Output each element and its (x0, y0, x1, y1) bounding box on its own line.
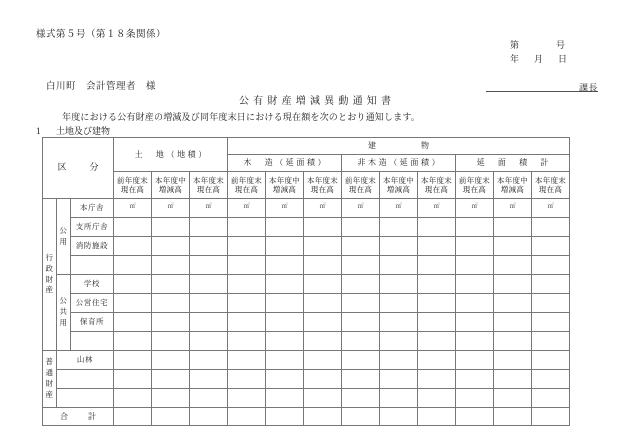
data-cell[interactable] (532, 275, 570, 294)
data-cell[interactable] (152, 199, 190, 218)
data-cell[interactable] (418, 332, 456, 351)
unit-marker: ㎡ (129, 204, 136, 211)
header-subgroup-total-area: 延 面 積 計 (456, 155, 570, 172)
data-cell[interactable] (456, 389, 494, 408)
data-cell[interactable] (190, 332, 228, 351)
data-cell[interactable] (532, 313, 570, 332)
data-cell[interactable] (456, 351, 494, 370)
data-cell[interactable] (532, 351, 570, 370)
header-col-total-area-prev-year-end: 前年度末 現在高 (456, 172, 494, 199)
data-cell[interactable] (418, 275, 456, 294)
data-cell[interactable] (418, 237, 456, 256)
row-label: 山林 (57, 351, 114, 370)
header-row-columns (43, 172, 570, 199)
row-label (71, 332, 114, 351)
data-cell[interactable] (380, 332, 418, 351)
row-subgroup-label-public-common-use: 公 共 用 (57, 275, 71, 351)
data-cell[interactable] (342, 389, 380, 408)
total-data-cell[interactable] (342, 408, 380, 426)
data-cell[interactable] (418, 313, 456, 332)
header-col-nonwood-current-year-change: 本年度中 増減高 (380, 172, 418, 199)
data-cell[interactable] (532, 332, 570, 351)
section-number: 1 (36, 126, 41, 136)
header-subgroup-wood: 木 造（延面積） (228, 155, 342, 172)
data-cell[interactable] (532, 370, 570, 389)
property-table-container (42, 137, 570, 426)
data-cell[interactable] (456, 256, 494, 275)
row-label: 公営住宅 (71, 294, 114, 313)
header-row-groups (43, 138, 570, 155)
data-cell[interactable] (380, 275, 418, 294)
header-col-wood-prev-year-end: 前年度末 現在高 (228, 172, 266, 199)
data-cell[interactable] (380, 370, 418, 389)
header-col-wood-current-year-end: 本年度末 現在高 (304, 172, 342, 199)
unit-marker: ㎡ (433, 204, 440, 211)
data-cell[interactable] (342, 351, 380, 370)
row-group-label-ordinary: 普 通 財 産 (43, 351, 57, 408)
table-row (43, 351, 570, 370)
data-cell[interactable] (152, 370, 190, 389)
data-cell[interactable] (456, 370, 494, 389)
data-cell[interactable] (418, 351, 456, 370)
header-group-building: 建 物 (228, 138, 570, 155)
data-cell[interactable] (304, 256, 342, 275)
data-cell[interactable] (304, 313, 342, 332)
data-cell[interactable] (152, 389, 190, 408)
data-cell[interactable] (494, 294, 532, 313)
data-cell[interactable] (418, 389, 456, 408)
data-cell[interactable] (266, 313, 304, 332)
data-cell[interactable] (494, 313, 532, 332)
row-label (57, 389, 114, 408)
total-data-cell[interactable] (190, 408, 228, 426)
data-cell[interactable] (152, 351, 190, 370)
total-data-cell[interactable] (152, 408, 190, 426)
document-number-label: 第 (510, 40, 520, 50)
data-cell[interactable] (380, 389, 418, 408)
data-cell[interactable] (380, 313, 418, 332)
data-cell[interactable] (114, 256, 152, 275)
row-label: 本庁舎 (71, 199, 114, 218)
data-cell[interactable] (228, 351, 266, 370)
data-cell[interactable] (456, 313, 494, 332)
data-cell[interactable] (380, 294, 418, 313)
data-cell[interactable] (152, 237, 190, 256)
table-row (43, 294, 570, 313)
header-col-nonwood-current-year-end: 本年度末 現在高 (418, 172, 456, 199)
table-row (43, 389, 570, 408)
data-cell[interactable] (456, 294, 494, 313)
data-cell[interactable] (304, 275, 342, 294)
data-cell[interactable] (342, 256, 380, 275)
data-cell[interactable] (266, 275, 304, 294)
data-cell[interactable] (304, 351, 342, 370)
total-data-cell[interactable] (456, 408, 494, 426)
unit-marker: ㎡ (547, 204, 554, 211)
data-cell[interactable] (228, 199, 266, 218)
data-cell[interactable] (266, 256, 304, 275)
data-cell[interactable] (532, 237, 570, 256)
unit-marker: ㎡ (471, 204, 478, 211)
date-year-label: 年 (510, 54, 520, 64)
data-cell[interactable] (190, 351, 228, 370)
data-cell[interactable] (304, 199, 342, 218)
data-cell[interactable] (228, 275, 266, 294)
table-header (43, 138, 570, 199)
document-number-block (510, 38, 567, 66)
unit-marker: ㎡ (243, 204, 250, 211)
row-label: 学校 (71, 275, 114, 294)
data-cell[interactable] (190, 389, 228, 408)
document-number-line (510, 38, 567, 52)
data-cell[interactable] (152, 218, 190, 237)
data-cell[interactable] (266, 199, 304, 218)
row-subgroup-label-public-use: 公 用 (57, 199, 71, 275)
data-cell[interactable] (342, 313, 380, 332)
data-cell[interactable] (418, 218, 456, 237)
data-cell[interactable] (380, 351, 418, 370)
data-cell[interactable] (342, 275, 380, 294)
header-col-land-current-year-change: 本年度中 増減高 (152, 172, 190, 199)
data-cell[interactable] (418, 294, 456, 313)
header-group-land: 土 地（地積） (114, 138, 228, 172)
data-cell[interactable] (190, 218, 228, 237)
row-label (57, 370, 114, 389)
row-label: 保育所 (71, 313, 114, 332)
header-kubun: 区 分 (43, 138, 114, 199)
data-cell[interactable] (266, 237, 304, 256)
data-cell[interactable] (266, 218, 304, 237)
table-row-total (43, 408, 570, 426)
data-cell[interactable] (266, 370, 304, 389)
unit-marker: ㎡ (167, 204, 174, 211)
addressee (46, 78, 156, 92)
property-table (42, 137, 570, 426)
data-cell[interactable] (418, 370, 456, 389)
total-data-cell[interactable] (418, 408, 456, 426)
data-cell[interactable] (532, 256, 570, 275)
data-cell[interactable] (266, 351, 304, 370)
data-cell[interactable] (342, 237, 380, 256)
data-cell[interactable] (228, 294, 266, 313)
data-cell[interactable] (494, 256, 532, 275)
table-body (43, 199, 570, 426)
data-cell[interactable] (494, 332, 532, 351)
data-cell[interactable] (532, 294, 570, 313)
addressee-honorific: 様 (146, 82, 157, 92)
data-cell[interactable] (266, 332, 304, 351)
unit-marker: ㎡ (395, 204, 402, 211)
date-day-label: 日 (558, 54, 568, 64)
table-row (43, 313, 570, 332)
section-title: 土地及び建物 (56, 126, 111, 136)
document-number-suffix: 号 (556, 40, 566, 50)
data-cell[interactable] (494, 218, 532, 237)
data-cell[interactable] (228, 218, 266, 237)
data-cell[interactable] (342, 218, 380, 237)
data-cell[interactable] (190, 275, 228, 294)
data-cell[interactable] (456, 199, 494, 218)
data-cell[interactable] (114, 199, 152, 218)
unit-marker: ㎡ (319, 204, 326, 211)
data-cell[interactable] (494, 275, 532, 294)
row-label: 支所庁舎 (71, 218, 114, 237)
data-cell[interactable] (380, 256, 418, 275)
unit-marker: ㎡ (509, 204, 516, 211)
signature-post-label: 課長 (578, 83, 598, 93)
data-cell[interactable] (114, 237, 152, 256)
signature-line (486, 80, 598, 92)
section-heading (36, 124, 110, 137)
total-data-cell[interactable] (532, 408, 570, 426)
data-cell[interactable] (456, 218, 494, 237)
header-col-land-current-year-end: 本年度末 現在高 (190, 172, 228, 199)
document-date-line (510, 52, 567, 66)
data-cell[interactable] (228, 370, 266, 389)
table-row (43, 332, 570, 351)
data-cell[interactable] (114, 351, 152, 370)
header-col-total-area-current-year-end: 本年度末 現在高 (532, 172, 570, 199)
data-cell[interactable] (494, 237, 532, 256)
lede-text: 年度における公有財産の増減及び同年度末日における現在額を次のとおり通知します。 (62, 112, 421, 122)
data-cell[interactable] (380, 199, 418, 218)
total-data-cell[interactable] (380, 408, 418, 426)
data-cell[interactable] (342, 294, 380, 313)
row-label (71, 256, 114, 275)
row-label: 消防施設 (71, 237, 114, 256)
header-col-land-prev-year-end: 前年度末 現在高 (114, 172, 152, 199)
data-cell[interactable] (304, 370, 342, 389)
data-cell[interactable] (532, 199, 570, 218)
unit-marker: ㎡ (281, 204, 288, 211)
addressee-role: 会計管理者 (86, 82, 137, 92)
data-cell[interactable] (342, 370, 380, 389)
data-cell[interactable] (152, 275, 190, 294)
data-cell[interactable] (342, 199, 380, 218)
data-cell[interactable] (114, 370, 152, 389)
data-cell[interactable] (228, 237, 266, 256)
data-cell[interactable] (494, 199, 532, 218)
data-cell[interactable] (114, 389, 152, 408)
data-cell[interactable] (304, 294, 342, 313)
data-cell[interactable] (114, 313, 152, 332)
total-data-cell[interactable] (266, 408, 304, 426)
data-cell[interactable] (266, 294, 304, 313)
data-cell[interactable] (152, 294, 190, 313)
data-cell[interactable] (418, 256, 456, 275)
date-month-label: 月 (534, 54, 544, 64)
row-group-label-administrative: 行 政 財 産 (43, 199, 57, 351)
data-cell[interactable] (228, 332, 266, 351)
data-cell[interactable] (456, 237, 494, 256)
data-cell[interactable] (456, 275, 494, 294)
unit-marker: ㎡ (205, 204, 212, 211)
data-cell[interactable] (114, 332, 152, 351)
data-cell[interactable] (114, 294, 152, 313)
total-data-cell[interactable] (228, 408, 266, 426)
data-cell[interactable] (304, 332, 342, 351)
data-cell[interactable] (190, 237, 228, 256)
table-row (43, 218, 570, 237)
page-title: 公有財産増減異動通知書 (238, 96, 396, 107)
data-cell[interactable] (114, 218, 152, 237)
total-label: 合 計 (43, 408, 114, 426)
addressee-org: 白川町 (46, 82, 77, 92)
total-data-cell[interactable] (304, 408, 342, 426)
header-subgroup-nonwood: 非木造（延面積） (342, 155, 456, 172)
data-cell[interactable] (304, 237, 342, 256)
data-cell[interactable] (228, 313, 266, 332)
data-cell[interactable] (494, 389, 532, 408)
table-row (43, 370, 570, 389)
table-row (43, 237, 570, 256)
data-cell[interactable] (304, 218, 342, 237)
data-cell[interactable] (152, 256, 190, 275)
data-cell[interactable] (152, 313, 190, 332)
data-cell[interactable] (342, 332, 380, 351)
data-cell[interactable] (532, 218, 570, 237)
header-col-total-area-current-year-change: 本年度中 増減高 (494, 172, 532, 199)
total-data-cell[interactable] (114, 408, 152, 426)
table-row (43, 275, 570, 294)
data-cell[interactable] (190, 370, 228, 389)
header-col-wood-current-year-change: 本年度中 増減高 (266, 172, 304, 199)
table-row (43, 199, 570, 218)
total-data-cell[interactable] (494, 408, 532, 426)
data-cell[interactable] (380, 218, 418, 237)
data-cell[interactable] (418, 199, 456, 218)
data-cell[interactable] (532, 389, 570, 408)
data-cell[interactable] (494, 351, 532, 370)
data-cell[interactable] (114, 275, 152, 294)
data-cell[interactable] (456, 332, 494, 351)
unit-marker: ㎡ (357, 204, 364, 211)
data-cell[interactable] (228, 256, 266, 275)
data-cell[interactable] (152, 332, 190, 351)
data-cell[interactable] (190, 199, 228, 218)
header-col-nonwood-prev-year-end: 前年度末 現在高 (342, 172, 380, 199)
data-cell[interactable] (190, 294, 228, 313)
table-row (43, 256, 570, 275)
data-cell[interactable] (266, 389, 304, 408)
data-cell[interactable] (380, 237, 418, 256)
data-cell[interactable] (228, 389, 266, 408)
data-cell[interactable] (494, 370, 532, 389)
data-cell[interactable] (190, 313, 228, 332)
data-cell[interactable] (304, 389, 342, 408)
data-cell[interactable] (190, 256, 228, 275)
form-number: 様式第５号（第１８条関係） (36, 30, 167, 40)
